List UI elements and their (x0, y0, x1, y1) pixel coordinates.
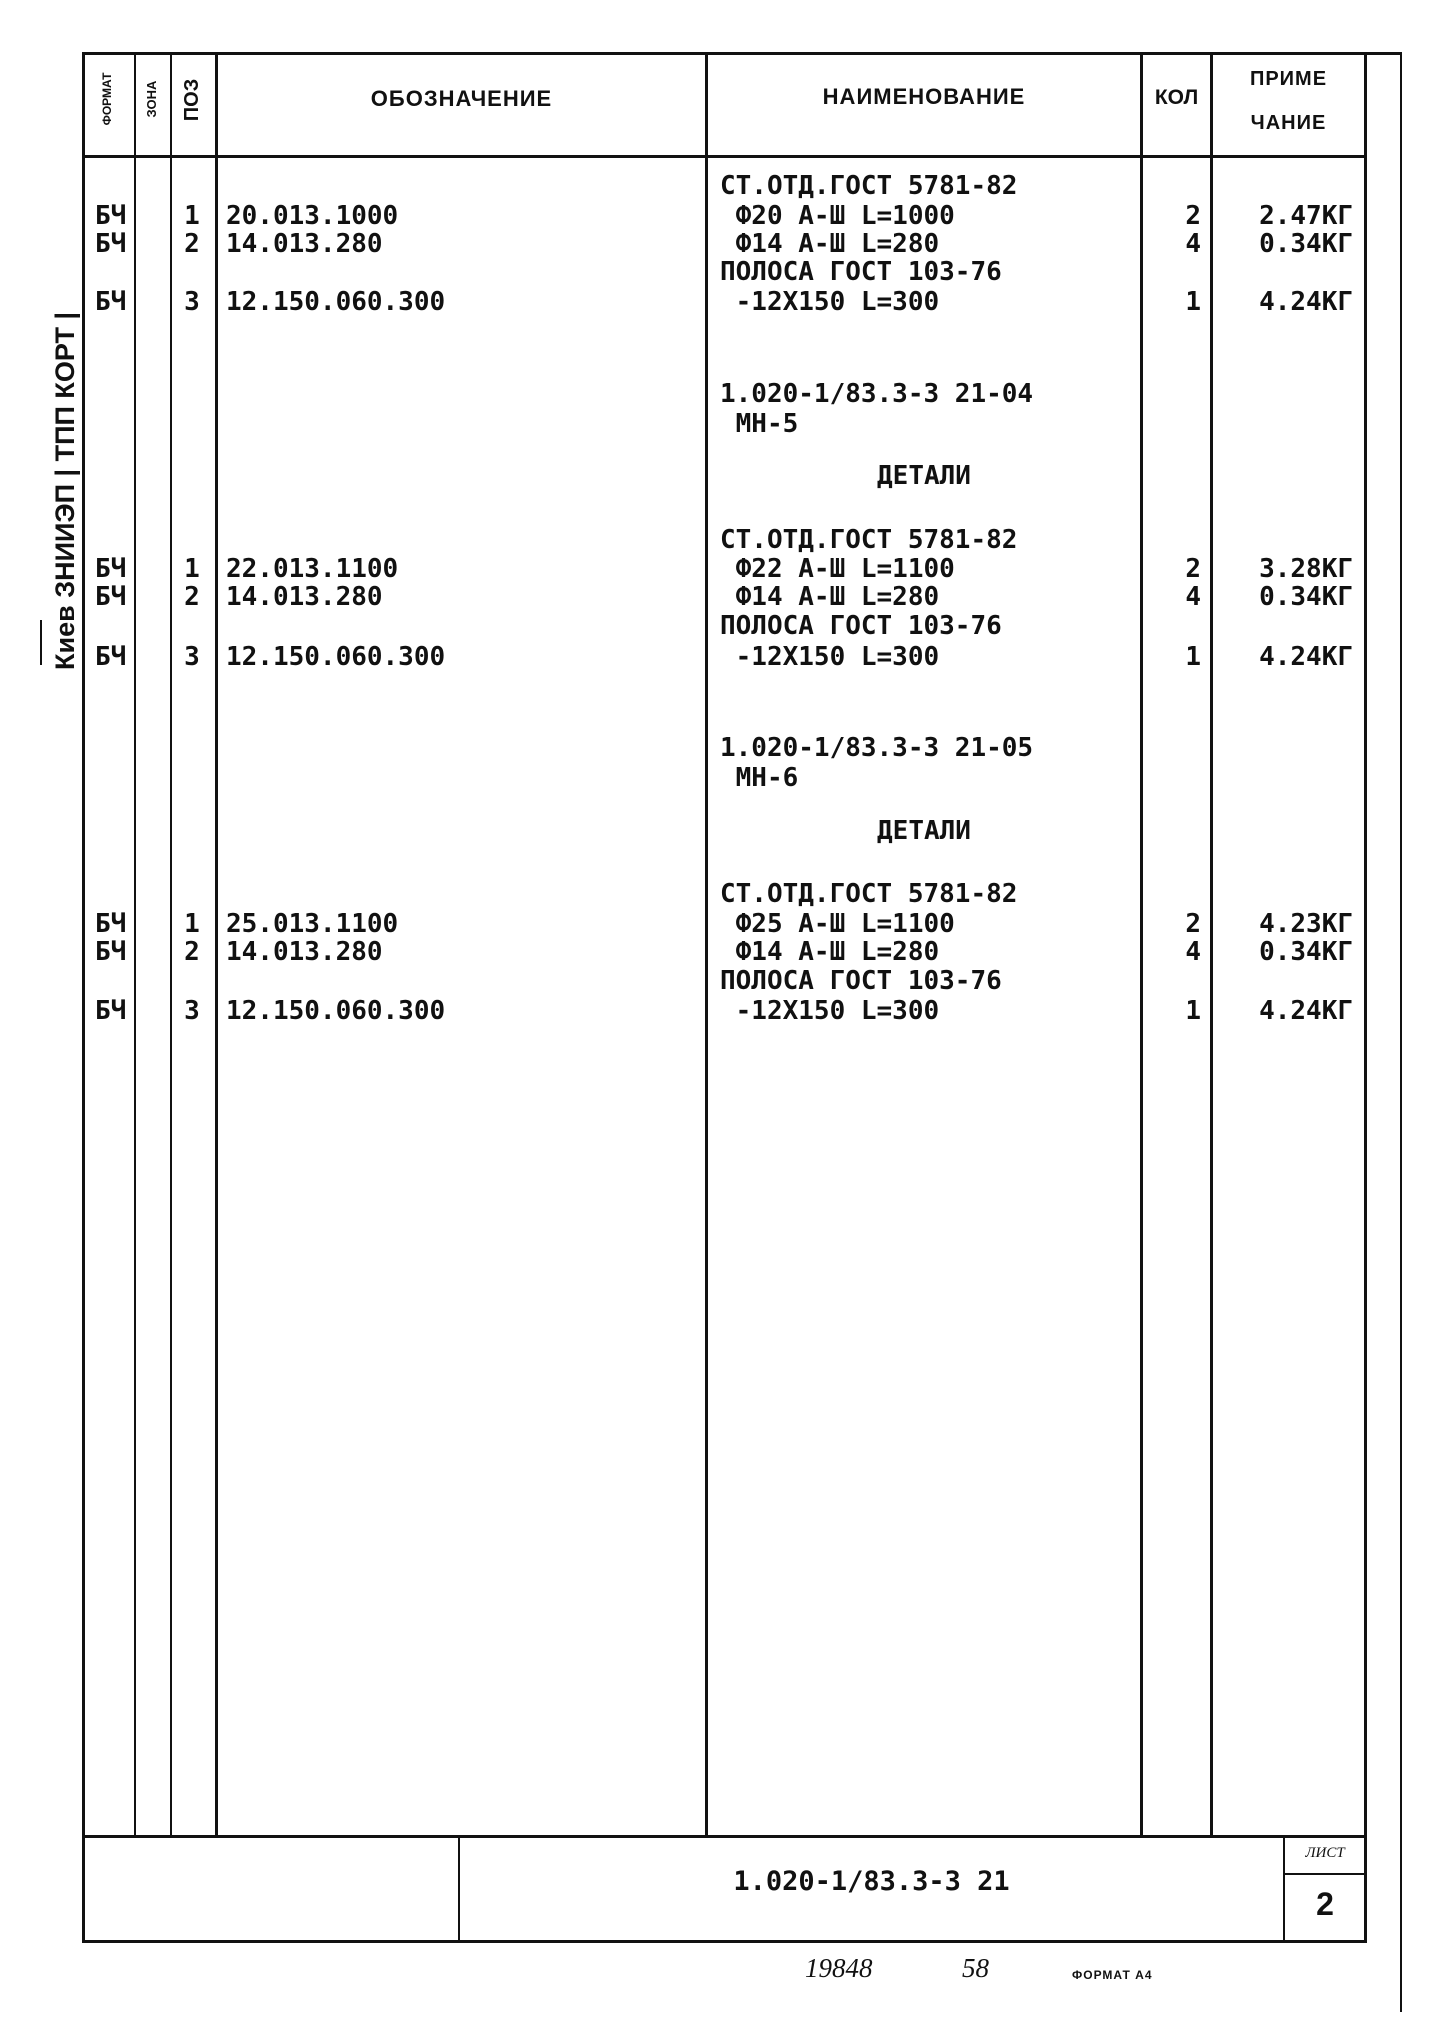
frame-right-outer (1400, 52, 1402, 2012)
row-qty: 2 (1185, 554, 1201, 584)
sheet-label: ЛИСТ (1305, 1845, 1345, 1861)
row-format: БЧ (95, 996, 127, 1026)
row-format: БЧ (95, 937, 127, 967)
col-line-pos (215, 52, 218, 1837)
header-name: НАИМЕНОВАНИЕ (822, 84, 1026, 109)
row-name: Ф14 А-Ш L=280 (720, 229, 940, 259)
row-designation: 14.013.280 (226, 582, 383, 612)
row-name: Ф20 А-Ш L=1000 (720, 201, 955, 231)
row-name: Ф14 А-Ш L=280 (720, 937, 940, 967)
col-line-designation (705, 52, 708, 1837)
header-format: ФОРМАТ (100, 72, 114, 126)
row-pos: 2 (184, 229, 200, 259)
row-name: ПОЛОСА ГОСТ 103-76 (720, 257, 1002, 287)
row-format: БЧ (95, 201, 127, 231)
row-qty: 1 (1185, 287, 1201, 317)
row-name: 1.020-1/83.3-3 21-04 (720, 379, 1034, 409)
frame-top (82, 52, 1400, 55)
row-format: БЧ (95, 642, 127, 672)
frame-bottom (82, 1940, 1367, 1943)
row-note: 4.24КГ (1259, 996, 1353, 1026)
row-format: БЧ (95, 229, 127, 259)
footer-format: ФОРМАТ А4 (1072, 1968, 1153, 1982)
header-divider (82, 155, 1367, 158)
row-format: БЧ (95, 582, 127, 612)
row-name: СТ.ОТД.ГОСТ 5781-82 (720, 879, 1018, 909)
row-note: 4.23КГ (1259, 909, 1353, 939)
row-name: -12Х150 L=300 (720, 287, 940, 317)
row-name: ДЕТАЛИ (877, 461, 971, 491)
header-note-line1: ПРИМЕ (1249, 68, 1328, 90)
row-designation: 12.150.060.300 (226, 642, 446, 672)
row-name: СТ.ОТД.ГОСТ 5781-82 (720, 171, 1018, 201)
row-qty: 4 (1185, 229, 1201, 259)
row-pos: 3 (184, 996, 200, 1026)
row-designation: 14.013.280 (226, 937, 383, 967)
header-designation: ОБОЗНАЧЕНИЕ (370, 86, 553, 111)
row-format: БЧ (95, 554, 127, 584)
row-designation: 25.013.1100 (226, 909, 399, 939)
row-pos: 1 (184, 201, 200, 231)
header-qty: КОЛ (1154, 86, 1199, 109)
row-designation: 14.013.280 (226, 229, 383, 259)
row-note: 4.24КГ (1259, 642, 1353, 672)
row-format: БЧ (95, 287, 127, 317)
row-pos: 1 (184, 909, 200, 939)
footer-inventory: 19848 (805, 1953, 873, 1983)
row-name: Ф22 А-Ш L=1100 (720, 554, 955, 584)
title-block-top (82, 1835, 1367, 1838)
frame-left (82, 52, 85, 1942)
row-note: 0.34КГ (1259, 937, 1353, 967)
row-designation: 12.150.060.300 (226, 996, 446, 1026)
side-stamp-mark (40, 620, 42, 665)
row-qty: 1 (1185, 642, 1201, 672)
sheet-cell-mid (1283, 1873, 1365, 1875)
frame-right (1364, 52, 1367, 1942)
row-name: ПОЛОСА ГОСТ 103-76 (720, 966, 1002, 996)
header-pos: ПОЗ (181, 78, 203, 122)
row-pos: 3 (184, 287, 200, 317)
row-note: 4.24КГ (1259, 287, 1353, 317)
row-qty: 4 (1185, 582, 1201, 612)
row-name: Ф14 А-Ш L=280 (720, 582, 940, 612)
row-name: МН-5 (720, 409, 799, 439)
row-name: -12Х150 L=300 (720, 642, 940, 672)
header-zone: ЗОНА (144, 80, 159, 118)
row-designation: 20.013.1000 (226, 201, 399, 231)
row-qty: 2 (1185, 201, 1201, 231)
row-name: ПОЛОСА ГОСТ 103-76 (720, 611, 1002, 641)
row-pos: 3 (184, 642, 200, 672)
row-note: 0.34КГ (1259, 229, 1353, 259)
row-name: Ф25 А-Ш L=1100 (720, 909, 955, 939)
row-name: МН-6 (720, 763, 799, 793)
header-note-line2: ЧАНИЕ (1250, 112, 1327, 134)
row-pos: 1 (184, 554, 200, 584)
row-note: 0.34КГ (1259, 582, 1353, 612)
row-pos: 2 (184, 582, 200, 612)
side-stamp: Киев ЗНИИЭП | ТПП КОРТ | (50, 311, 80, 670)
row-qty: 4 (1185, 937, 1201, 967)
row-pos: 2 (184, 937, 200, 967)
row-note: 2.47КГ (1259, 201, 1353, 231)
row-designation: 22.013.1100 (226, 554, 399, 584)
document-code: 1.020-1/83.3-3 21 (733, 1866, 1010, 1897)
row-qty: 2 (1185, 909, 1201, 939)
row-name: 1.020-1/83.3-3 21-05 (720, 733, 1034, 763)
row-name: -12Х150 L=300 (720, 996, 940, 1026)
row-format: БЧ (95, 909, 127, 939)
row-qty: 1 (1185, 996, 1201, 1026)
row-name: СТ.ОТД.ГОСТ 5781-82 (720, 525, 1018, 555)
row-note: 3.28КГ (1259, 554, 1353, 584)
footer-page: 58 (962, 1953, 989, 1983)
row-designation: 12.150.060.300 (226, 287, 446, 317)
row-name: ДЕТАЛИ (877, 816, 971, 846)
sheet-number: 2 (1316, 1886, 1334, 1922)
